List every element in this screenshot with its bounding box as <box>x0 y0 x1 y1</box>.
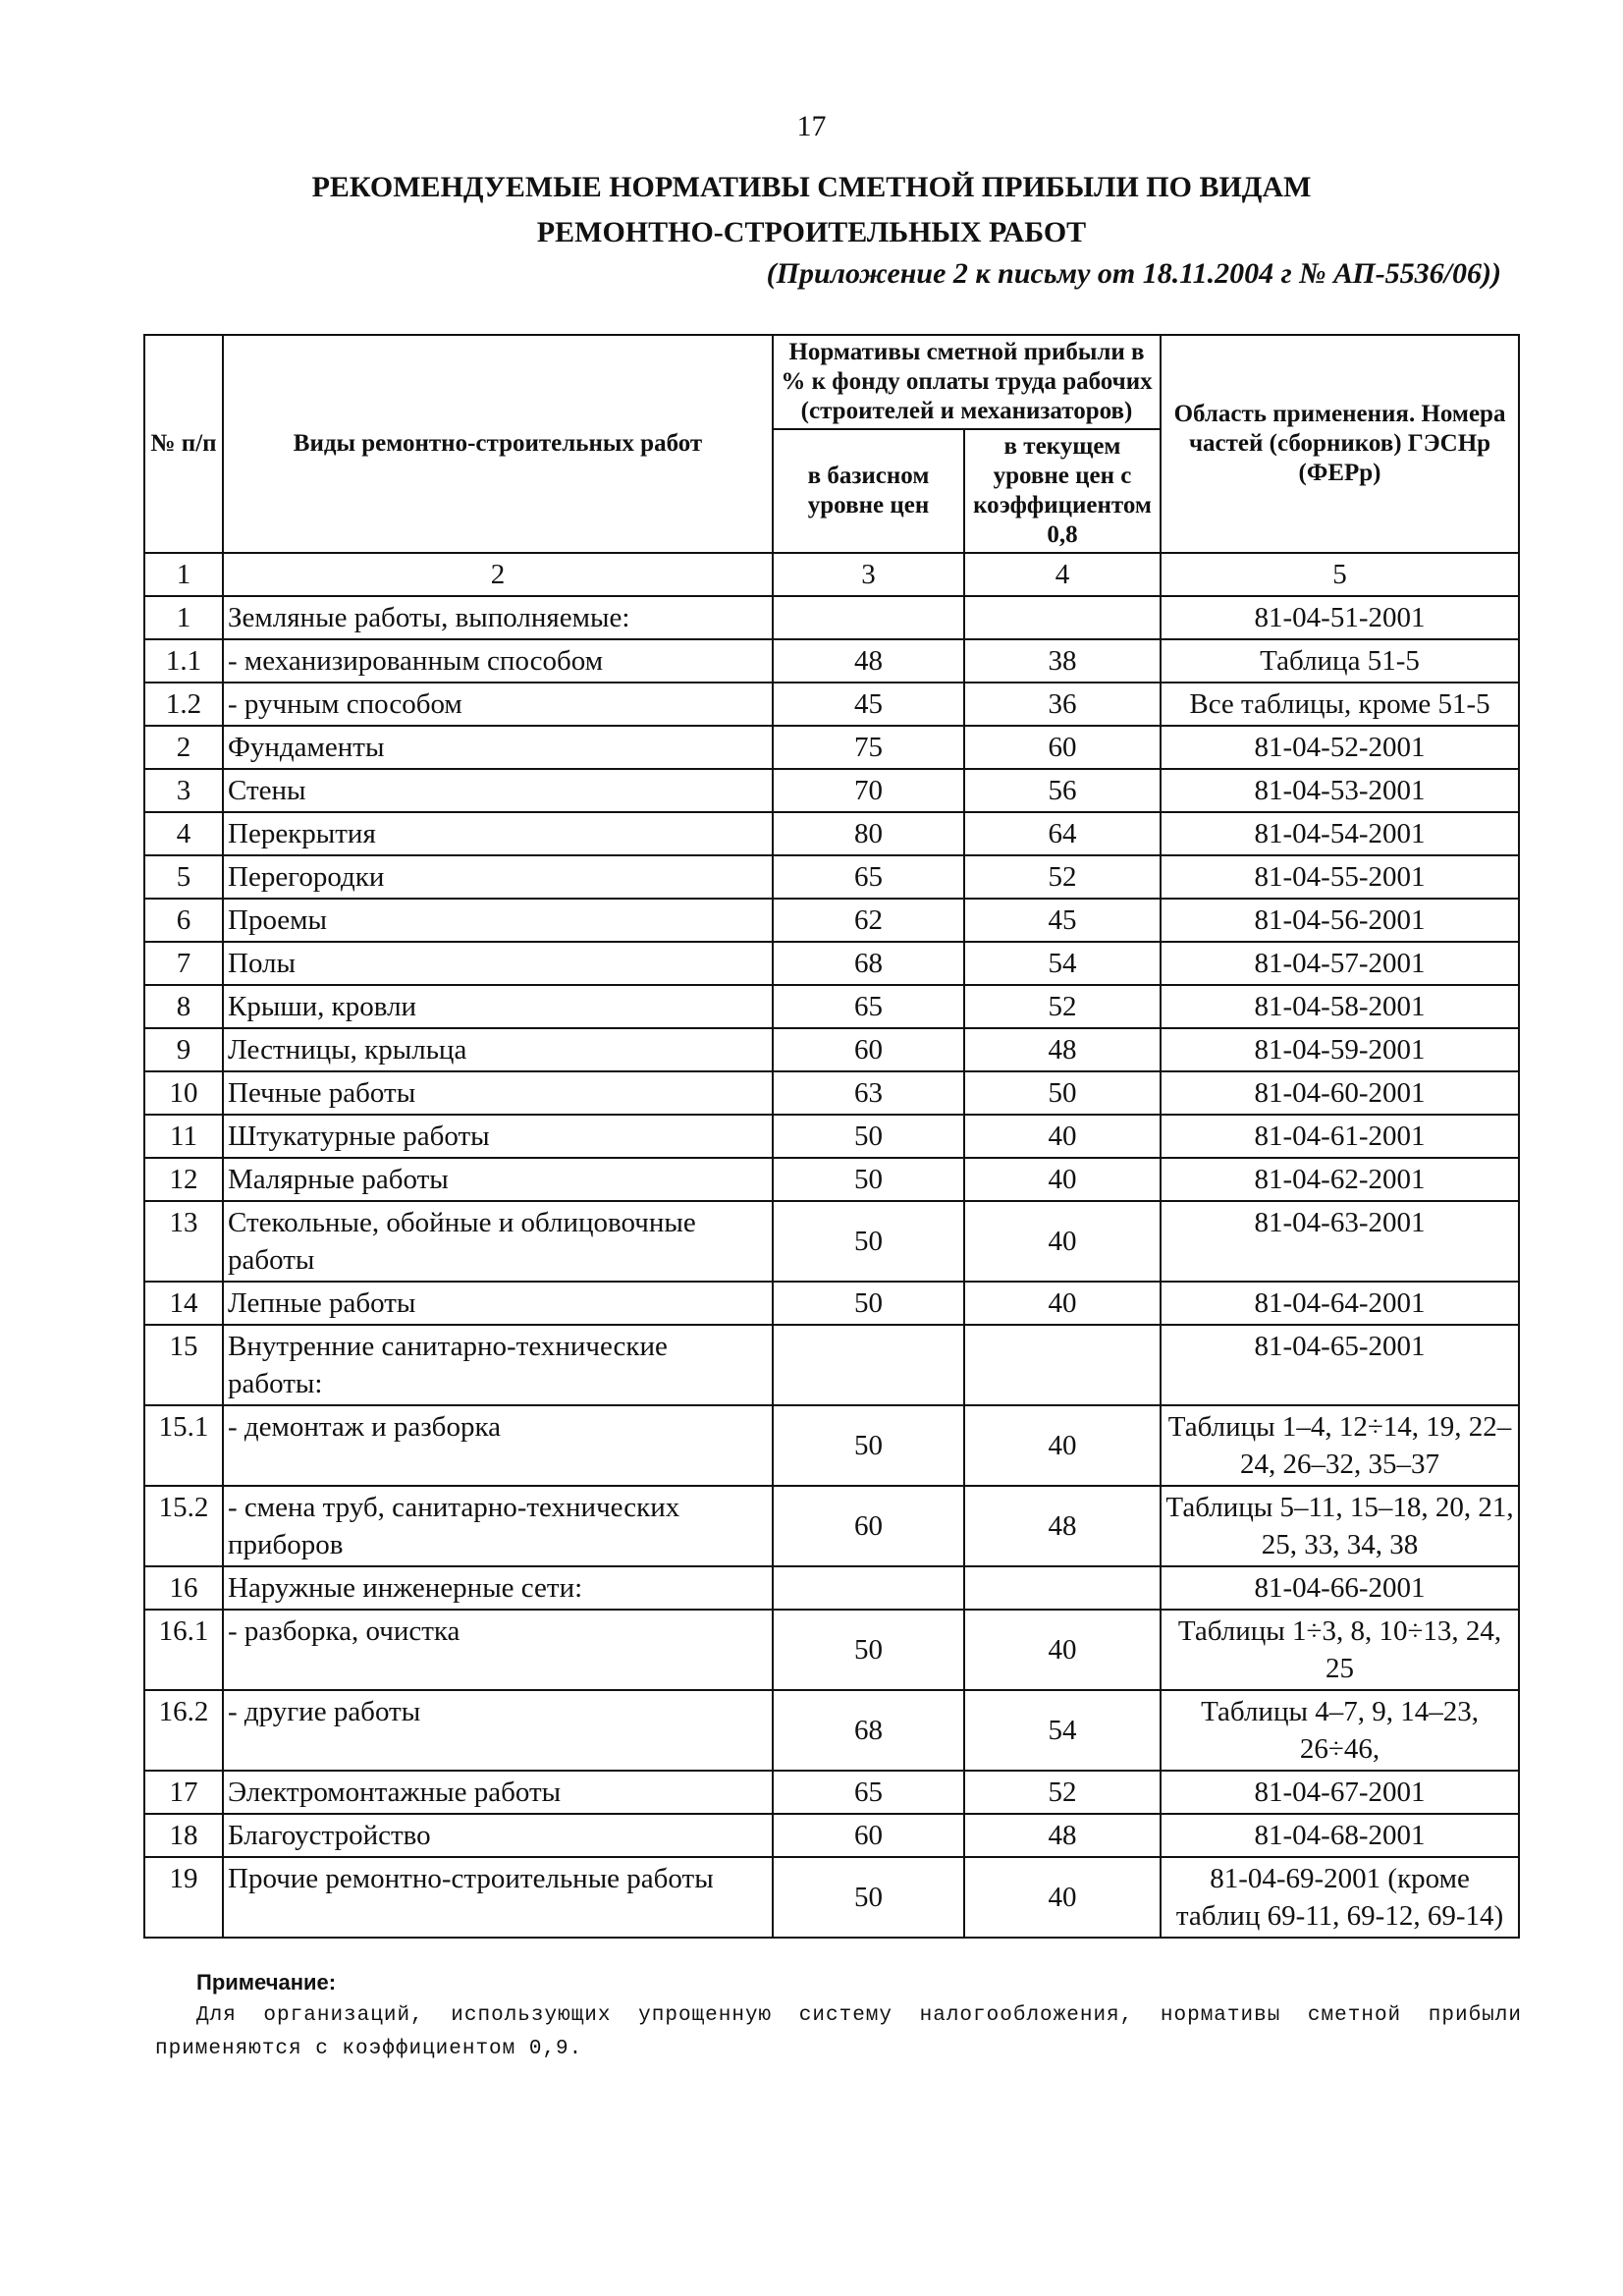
cell-scope: Таблица 51-5 <box>1161 639 1519 683</box>
cell-scope: 81-04-65-2001 <box>1161 1325 1519 1405</box>
cell-num: 5 <box>144 855 223 899</box>
title-line-1: РЕКОМЕНДУЕМЫЕ НОРМАТИВЫ СМЕТНОЙ ПРИБЫЛИ ПО ВИДАМ <box>311 171 1312 203</box>
table-row <box>144 596 1519 639</box>
cell-work-type: Наружные инженерные сети: <box>223 1566 773 1610</box>
cell-work-type: Крыши, кровли <box>223 985 773 1028</box>
cell-current-norm: 52 <box>964 1771 1161 1814</box>
cell-base-norm: 48 <box>773 639 964 683</box>
cell-work-type: Печные работы <box>223 1071 773 1115</box>
cell-scope: Таблицы 1–4, 12÷14, 19, 22–24, 26–32, 35–37 <box>1161 1405 1519 1486</box>
cell-current-norm: 50 <box>964 1071 1161 1115</box>
cell-current-norm: 40 <box>964 1857 1161 1938</box>
cell-base-norm: 50 <box>773 1857 964 1938</box>
cell-base-norm: 60 <box>773 1028 964 1071</box>
cell-current-norm: 48 <box>964 1028 1161 1071</box>
header-current: в текущем уровне цен с коэффициентом 0,8 <box>964 429 1161 553</box>
cell-base-norm: 75 <box>773 726 964 769</box>
cell-work-type: Лепные работы <box>223 1282 773 1325</box>
cell-base-norm: 60 <box>773 1486 964 1566</box>
cell-num: 15.1 <box>144 1405 223 1486</box>
table-row <box>144 1071 1519 1115</box>
cell-scope: 81-04-54-2001 <box>1161 812 1519 855</box>
cell-current-norm: 40 <box>964 1158 1161 1201</box>
cell-work-type: Электромонтажные работы <box>223 1771 773 1814</box>
table-row <box>144 1690 1519 1771</box>
cell-num: 15 <box>144 1325 223 1405</box>
cell-current-norm: 40 <box>964 1405 1161 1486</box>
header-base: в базисном уровне цен <box>773 429 964 553</box>
header-scope: Область применения. Номера частей (сборников) ГЭСНр (ФЕРр) <box>1161 335 1519 553</box>
cell-work-type: Фундаменты <box>223 726 773 769</box>
cell-base-norm: 68 <box>773 1690 964 1771</box>
cell-scope: 81-04-63-2001 <box>1161 1201 1519 1282</box>
cell-num: 1.1 <box>144 639 223 683</box>
cell-current-norm <box>964 1325 1161 1405</box>
cell-num: 17 <box>144 1771 223 1814</box>
cell-work-type: Перегородки <box>223 855 773 899</box>
cell-work-type: Внутренние санитарно-технические работы: <box>223 1325 773 1405</box>
table-row <box>144 899 1519 942</box>
cell-scope: 81-04-60-2001 <box>1161 1071 1519 1115</box>
cell-num: 2 <box>144 726 223 769</box>
cell-num: 1.2 <box>144 683 223 726</box>
table-row <box>144 769 1519 812</box>
cell-current-norm: 48 <box>964 1814 1161 1857</box>
cell-num: 15.2 <box>144 1486 223 1566</box>
cell-work-type: Лестницы, крыльца <box>223 1028 773 1071</box>
cell-work-type: Полы <box>223 942 773 985</box>
cell-current-norm <box>964 1566 1161 1610</box>
cell-scope: 81-04-59-2001 <box>1161 1028 1519 1071</box>
cell-scope: 81-04-69-2001 (кроме таблиц 69-11, 69-12, 69-14) <box>1161 1857 1519 1938</box>
page-number: 17 <box>796 110 827 142</box>
cell-base-norm <box>773 596 964 639</box>
cell-work-type: Малярные работы <box>223 1158 773 1201</box>
table-row <box>144 1857 1519 1938</box>
cell-current-norm: 45 <box>964 899 1161 942</box>
cell-current-norm: 36 <box>964 683 1161 726</box>
column-numbers-row <box>144 553 1519 596</box>
cell-base-norm <box>773 1566 964 1610</box>
cell-current-norm: 52 <box>964 985 1161 1028</box>
table-row <box>144 1201 1519 1282</box>
table-row <box>144 1771 1519 1814</box>
table-row <box>144 812 1519 855</box>
cell-current-norm <box>964 596 1161 639</box>
header-norms: Нормативы сметной прибыли в % к фонду оплаты труда рабочих (строителей и механизаторов) <box>773 335 1161 429</box>
cell-num: 3 <box>144 769 223 812</box>
cell-base-norm: 65 <box>773 1771 964 1814</box>
title-line-2: РЕМОНТНО-СТРОИТЕЛЬНЫХ РАБОТ <box>536 216 1087 248</box>
table-row <box>144 639 1519 683</box>
cell-work-type: Проемы <box>223 899 773 942</box>
cell-num: 1 <box>144 596 223 639</box>
cell-scope: Все таблицы, кроме 51-5 <box>1161 683 1519 726</box>
table-row <box>144 1610 1519 1690</box>
cell-scope: 81-04-51-2001 <box>1161 596 1519 639</box>
cell-current-norm: 40 <box>964 1610 1161 1690</box>
table-body <box>144 596 1519 1938</box>
cell-base-norm: 60 <box>773 1814 964 1857</box>
header-num: № п/п <box>144 335 223 553</box>
cell-work-type: - ручным способом <box>223 683 773 726</box>
cell-work-type: Прочие ремонтно-строительные работы <box>223 1857 773 1938</box>
cell-num: 6 <box>144 899 223 942</box>
cell-current-norm: 38 <box>964 639 1161 683</box>
page-subtitle: (Приложение 2 к письму от 18.11.2004 г № АП-5536/06)) <box>766 257 1501 290</box>
cell-num: 10 <box>144 1071 223 1115</box>
col-number: 5 <box>1161 553 1519 596</box>
note-label: Примечание: <box>196 1970 337 1995</box>
cell-work-type: Стекольные, обойные и облицовочные работы <box>223 1201 773 1282</box>
cell-scope: 81-04-66-2001 <box>1161 1566 1519 1610</box>
table-row <box>144 1325 1519 1405</box>
cell-base-norm: 63 <box>773 1071 964 1115</box>
cell-current-norm: 60 <box>964 726 1161 769</box>
cell-current-norm: 52 <box>964 855 1161 899</box>
cell-base-norm: 50 <box>773 1158 964 1201</box>
cell-current-norm: 40 <box>964 1115 1161 1158</box>
cell-current-norm: 56 <box>964 769 1161 812</box>
page-title <box>0 165 1623 255</box>
cell-num: 4 <box>144 812 223 855</box>
table-row <box>144 1566 1519 1610</box>
header-row-1 <box>144 335 1519 429</box>
cell-base-norm: 68 <box>773 942 964 985</box>
table-row <box>144 726 1519 769</box>
table-row <box>144 1028 1519 1071</box>
cell-num: 13 <box>144 1201 223 1282</box>
cell-scope: 81-04-55-2001 <box>1161 855 1519 899</box>
cell-base-norm: 65 <box>773 855 964 899</box>
cell-current-norm: 40 <box>964 1201 1161 1282</box>
table-row <box>144 683 1519 726</box>
cell-scope: 81-04-53-2001 <box>1161 769 1519 812</box>
cell-base-norm <box>773 1325 964 1405</box>
cell-work-type: - разборка, очистка <box>223 1610 773 1690</box>
table-row <box>144 985 1519 1028</box>
table-row <box>144 855 1519 899</box>
cell-base-norm: 50 <box>773 1282 964 1325</box>
cell-scope: Таблицы 1÷3, 8, 10÷13, 24, 25 <box>1161 1610 1519 1690</box>
cell-work-type: Земляные работы, выполняемые: <box>223 596 773 639</box>
cell-work-type: Стены <box>223 769 773 812</box>
cell-base-norm: 80 <box>773 812 964 855</box>
cell-scope: 81-04-61-2001 <box>1161 1115 1519 1158</box>
cell-num: 19 <box>144 1857 223 1938</box>
cell-base-norm: 62 <box>773 899 964 942</box>
cell-num: 18 <box>144 1814 223 1857</box>
cell-num: 8 <box>144 985 223 1028</box>
cell-base-norm: 65 <box>773 985 964 1028</box>
cell-current-norm: 64 <box>964 812 1161 855</box>
cell-num: 16 <box>144 1566 223 1610</box>
cell-num: 9 <box>144 1028 223 1071</box>
table-row <box>144 1814 1519 1857</box>
cell-work-type: - механизированным способом <box>223 639 773 683</box>
cell-scope: 81-04-52-2001 <box>1161 726 1519 769</box>
cell-base-norm: 50 <box>773 1115 964 1158</box>
cell-num: 7 <box>144 942 223 985</box>
cell-num: 11 <box>144 1115 223 1158</box>
cell-scope: 81-04-56-2001 <box>1161 899 1519 942</box>
cell-work-type: - демонтаж и разборка <box>223 1405 773 1486</box>
table-row <box>144 1115 1519 1158</box>
cell-num: 16.2 <box>144 1690 223 1771</box>
cell-scope: Таблицы 4–7, 9, 14–23, 26÷46, <box>1161 1690 1519 1771</box>
cell-work-type: - смена труб, санитарно-технических приборов <box>223 1486 773 1566</box>
cell-work-type: Штукатурные работы <box>223 1115 773 1158</box>
cell-current-norm: 54 <box>964 1690 1161 1771</box>
cell-base-norm: 50 <box>773 1201 964 1282</box>
cell-work-type: - другие работы <box>223 1690 773 1771</box>
cell-scope: Таблицы 5–11, 15–18, 20, 21, 25, 33, 34, 38 <box>1161 1486 1519 1566</box>
cell-scope: 81-04-64-2001 <box>1161 1282 1519 1325</box>
cell-base-norm: 50 <box>773 1405 964 1486</box>
norms-table <box>143 334 1520 1939</box>
cell-num: 16.1 <box>144 1610 223 1690</box>
cell-work-type: Перекрытия <box>223 812 773 855</box>
note-text: Для организаций, использующих упрощенную систему налогообложения, нормативы сметной прибыли применяются с коэффициентом 0,9. <box>155 2004 1522 2060</box>
cell-base-norm: 70 <box>773 769 964 812</box>
cell-current-norm: 40 <box>964 1282 1161 1325</box>
header-kind: Виды ремонтно-строительных работ <box>223 335 773 553</box>
col-number: 2 <box>223 553 773 596</box>
cell-work-type: Благоустройство <box>223 1814 773 1857</box>
table-row <box>144 1486 1519 1566</box>
cell-scope: 81-04-58-2001 <box>1161 985 1519 1028</box>
cell-base-norm: 50 <box>773 1610 964 1690</box>
cell-scope: 81-04-68-2001 <box>1161 1814 1519 1857</box>
table-row <box>144 942 1519 985</box>
cell-scope: 81-04-57-2001 <box>1161 942 1519 985</box>
table-row <box>144 1405 1519 1486</box>
cell-num: 12 <box>144 1158 223 1201</box>
cell-base-norm: 45 <box>773 683 964 726</box>
col-number: 3 <box>773 553 964 596</box>
cell-current-norm: 54 <box>964 942 1161 985</box>
cell-scope: 81-04-62-2001 <box>1161 1158 1519 1201</box>
cell-scope: 81-04-67-2001 <box>1161 1771 1519 1814</box>
cell-current-norm: 48 <box>964 1486 1161 1566</box>
table-row <box>144 1282 1519 1325</box>
col-number: 1 <box>144 553 223 596</box>
cell-num: 14 <box>144 1282 223 1325</box>
table-row <box>144 1158 1519 1201</box>
col-number: 4 <box>964 553 1161 596</box>
